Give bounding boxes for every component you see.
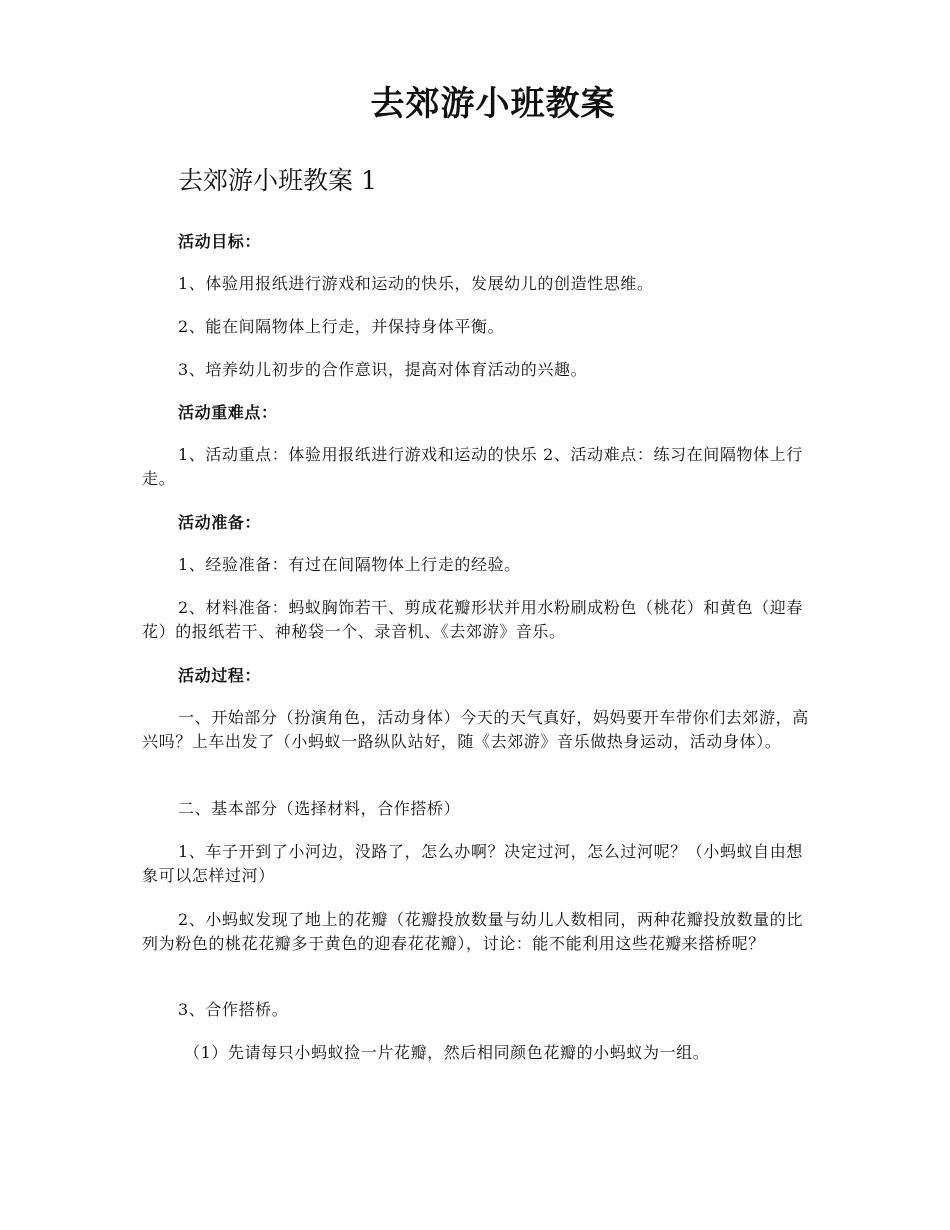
document-title: 去郊游小班教案 [370, 84, 616, 124]
process-step-2: 2、小蚂蚁发现了地上的花瓣（花瓣投放数量与幼儿人数相同，两种花瓣投放数量的比列为粉色的桃花花瓣多于黄色的迎春花花瓣），讨论：能不能利用这些花瓣来搭桥呢？ [142, 910, 803, 953]
goal-item-2: 2、能在间隔物体上行走，并保持身体平衡。 [178, 317, 505, 336]
goal-item-3: 3、培养幼儿初步的合作意识，提高对体育活动的兴趣。 [178, 360, 588, 379]
process-step-3: 3、合作搭桥。 [178, 1000, 289, 1019]
process-substep-1: （1）先请每只小蚂蚁捡一片花瓣，然后相同颜色花瓣的小蚂蚁为一组。 [184, 1043, 710, 1062]
label-activity-goals: 活动目标： [178, 232, 262, 251]
label-activity-process: 活动过程： [178, 666, 262, 685]
section-heading: 去郊游小班教案 1 [178, 166, 377, 195]
process-part-1: 一、开始部分（扮演角色，活动身体）今天的天气真好，妈妈要开车带你们去郊游，高兴吗？上车出发了（小蚂蚁一路纵队站好，随《去郊游》音乐做热身运动，活动身体）。 [142, 708, 809, 751]
process-part-2: 二、基本部分（选择材料，合作搭桥） [178, 799, 461, 818]
process-step-1: 1、车子开到了小河边，没路了，怎么办啊？决定过河，怎么过河呢？（小蚂蚁自由想象可以怎样过河） [142, 842, 803, 885]
goal-item-1: 1、体验用报纸进行游戏和运动的快乐，发展幼儿的创造性思维。 [178, 274, 654, 293]
preparation-item-1: 1、经验准备：有过在间隔物体上行走的经验。 [178, 555, 521, 574]
key-difficulty-item: 1、活动重点：体验用报纸进行游戏和运动的快乐 2、活动难点：练习在间隔物体上行走。 [142, 445, 803, 488]
label-activity-preparation: 活动准备： [178, 513, 262, 532]
preparation-item-2: 2、材料准备：蚂蚁胸饰若干、剪成花瓣形状并用水粉刷成粉色（桃花）和黄色（迎春花）的报纸若干、神秘袋一个、录音机、《去郊游》音乐。 [142, 598, 803, 641]
label-key-difficulties: 活动重难点： [178, 403, 278, 422]
